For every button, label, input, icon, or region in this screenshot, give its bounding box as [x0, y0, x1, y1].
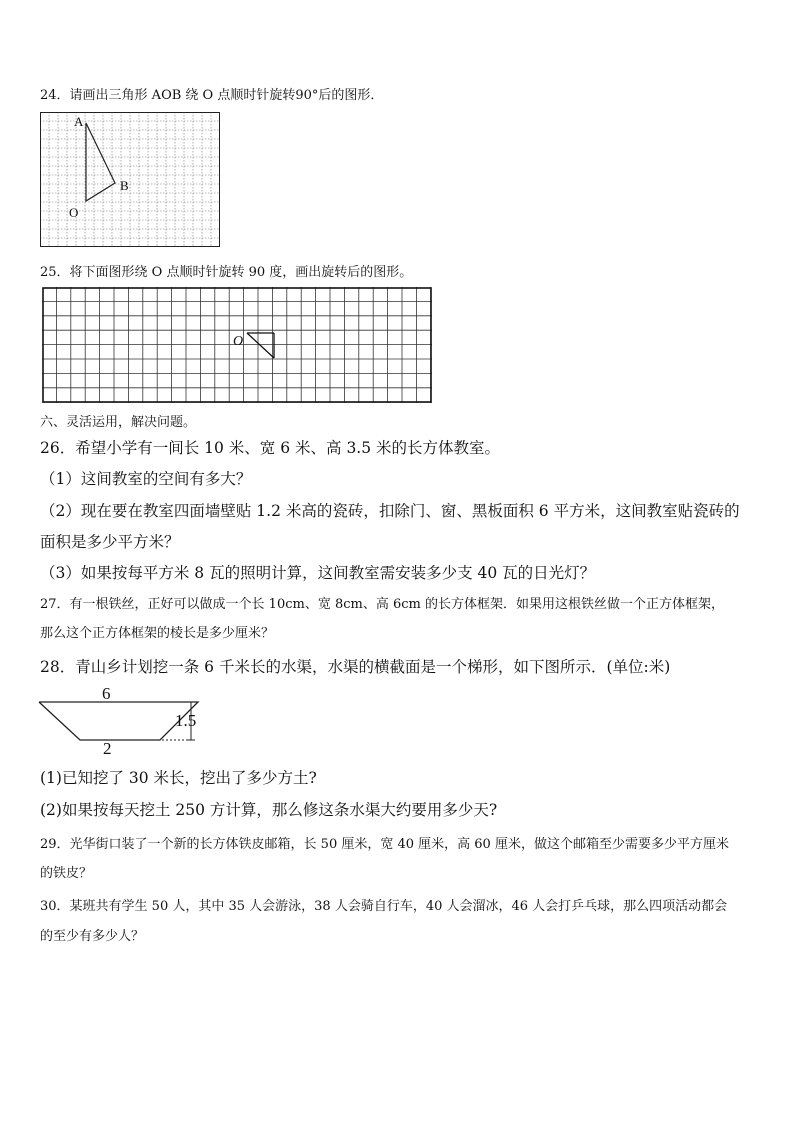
q25-shape — [247, 333, 274, 358]
trapezoid-top-label: 6 — [102, 684, 111, 703]
q24-grid — [40, 112, 220, 247]
q25-label-o: O — [233, 334, 244, 349]
q28-sub2: (2)如果按每天挖土 250 方计算，那么修这条水渠大约要用多少天? — [40, 801, 498, 819]
trapezoid-bottom-label: 2 — [103, 739, 112, 758]
trapezoid-height-label: 1.5 — [175, 711, 197, 730]
q30-line1: 30．某班共有学生 50 人，其中 35 人会游泳，38 人会骑自行车，40 人会溜冰，46 人会打乒乓球，那么四项活动都会 — [40, 899, 728, 914]
trapezoid-figure — [36, 685, 206, 757]
label-b: B — [120, 178, 129, 193]
q29-line1: 29．光华街口装了一个新的长方体铁皮邮箱，长 50 厘米，宽 40 厘米，高 60 厘米，做这个邮箱至少需要多少平方厘米 — [40, 837, 729, 852]
q27-line1: 27．有一根铁丝，正好可以做成一个长 10cm、宽 8cm、高 6cm 的长方体框架．如果用这根铁丝做一个正方体框架， — [40, 597, 724, 612]
q25-text: 25．将下面图形绕 O 点顺时针旋转 90 度，画出旋转后的图形。 — [40, 265, 413, 280]
q24-grid-figure — [40, 112, 222, 248]
q29-line2: 的铁皮？ — [40, 866, 93, 881]
q26-sub1: （1）这间教室的空间有多大？ — [40, 470, 252, 488]
triangle-aob — [86, 123, 115, 201]
q28-text: 28．青山乡计划挖一条 6 千米长的水渠，水渠的横截面是一个梯形，如下图所示．(单位:米) — [40, 658, 671, 676]
q26-sub2-line1: （2）现在要在教室四面墙壁贴 1.2 米高的瓷砖，扣除门、窗、黑板面积 6 平方米，这间教室贴瓷砖的 — [40, 502, 740, 520]
q28-sub1: (1)已知挖了 30 米长，挖出了多少方土? — [40, 769, 317, 787]
label-o: O — [69, 205, 79, 220]
q24-text: 24．请画出三角形 AOB 绕 O 点顺时针旋转90°后的图形． — [40, 88, 384, 103]
q25-grid-figure — [42, 287, 434, 405]
q27-line2: 那么这个正方体框架的棱长是多少厘米？ — [40, 626, 275, 641]
q26-sub3: （3）如果按每平方米 8 瓦的照明计算，这间教室需安装多少支 40 瓦的日光灯？ — [40, 564, 596, 582]
label-a: A — [74, 114, 84, 129]
q26-sub2-line2: 面积是多少平方米？ — [40, 533, 180, 551]
q26-text: 26．希望小学有一间长 10 米、宽 6 米、高 3.5 米的长方体教室。 — [40, 439, 501, 457]
q30-line2: 的至少有多少人？ — [40, 929, 145, 944]
section-title: 六、灵活运用，解决问题。 — [40, 415, 197, 430]
